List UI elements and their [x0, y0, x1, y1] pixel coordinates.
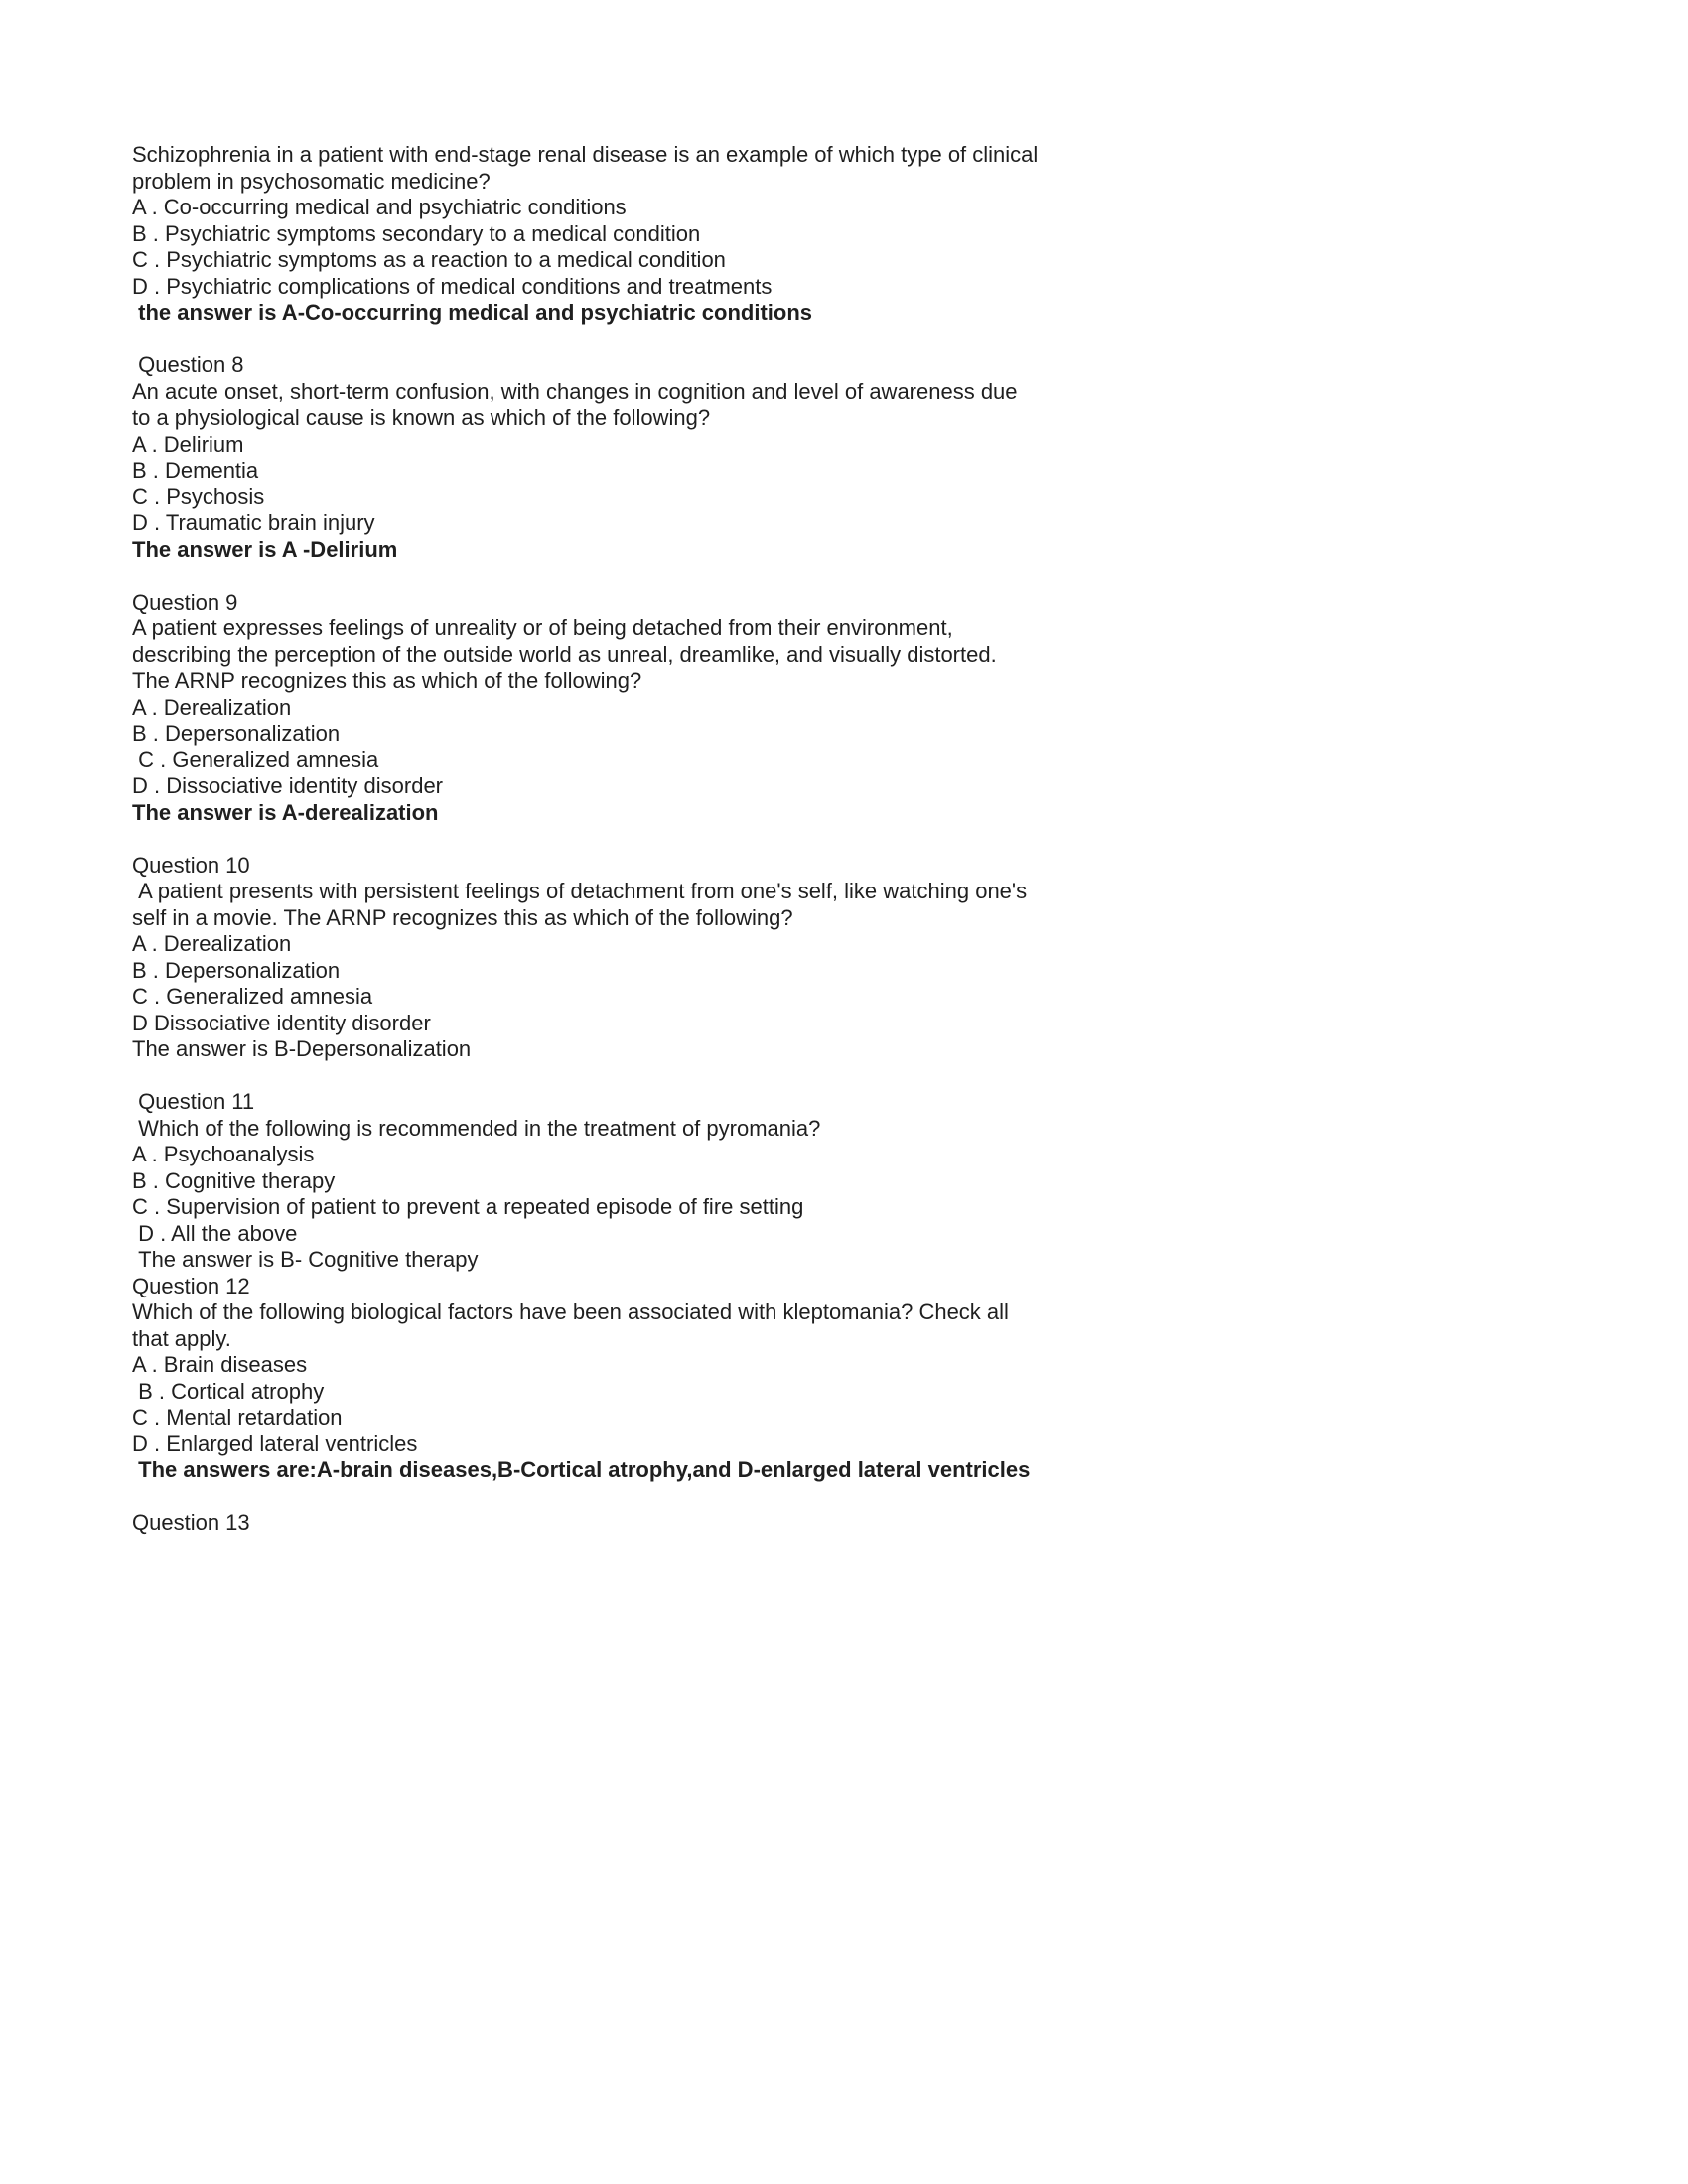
text-line: C . Supervision of patient to prevent a repeated episode of fire setting: [132, 1194, 804, 1219]
text-line: B . Cognitive therapy: [132, 1167, 336, 1193]
text-line: Question 10: [132, 852, 250, 878]
text-line: self in a movie. The ARNP recognizes this as which of the following?: [132, 904, 793, 930]
text-line: the answer is A-Co-occurring medical and psychiatric conditions: [132, 300, 813, 325]
text-line: A patient expresses feelings of unreality or of being detached from their environment,: [132, 615, 953, 640]
text-line: B . Dementia: [132, 458, 259, 482]
text-line: An acute onset, short-term confusion, with changes in cognition and level of awareness due: [132, 378, 1018, 404]
text-line: The answers are:A-brain diseases,B-Cortical atrophy,and D-enlarged lateral ventricles: [132, 1457, 1031, 1482]
text-line: D . All the above: [132, 1220, 298, 1246]
text-line: Which of the following is recommended in the treatment of pyromania?: [132, 1115, 821, 1141]
text-line: D . Psychiatric complications of medical conditions and treatments: [132, 273, 773, 299]
text-line: D . Traumatic brain injury: [132, 510, 375, 535]
text-line: A . Brain diseases: [132, 1352, 308, 1377]
text-line: Question 9: [132, 589, 238, 614]
text-line: A . Co-occurring medical and psychiatric conditions: [132, 195, 627, 219]
text-line: C . Generalized amnesia: [132, 747, 379, 772]
text-line: A . Psychoanalysis: [132, 1142, 315, 1166]
text-line: D Dissociative identity disorder: [132, 1010, 431, 1035]
document-content: [132, 142, 1244, 1537]
text-line: Schizophrenia in a patient with end-stage renal disease is an example of which type of clinical: [132, 142, 1039, 167]
text-line: Question 12: [132, 1273, 250, 1298]
text-line: C . Mental retardation: [132, 1405, 343, 1430]
text-line: [132, 327, 1244, 353]
text-line: [132, 563, 1244, 590]
text-line: that apply.: [132, 1325, 231, 1351]
text-line: Which of the following biological factors have been associated with kleptomania? Check all: [132, 1299, 1009, 1324]
text-line: A . Derealization: [132, 694, 292, 720]
text-line: B . Psychiatric symptoms secondary to a medical condition: [132, 220, 701, 246]
text-line: A . Delirium: [132, 431, 244, 457]
text-line: The answer is A-derealization: [132, 799, 439, 825]
text-line: D . Enlarged lateral ventricles: [132, 1431, 418, 1456]
text-line: A . Derealization: [132, 931, 292, 956]
text-line: The answer is B-Depersonalization: [132, 1036, 472, 1061]
text-line: Question 13: [132, 1510, 250, 1535]
text-line: The answer is A -Delirium: [132, 536, 398, 562]
text-line: B . Depersonalization: [132, 957, 341, 983]
text-line: The ARNP recognizes this as which of the following?: [132, 668, 642, 693]
text-line: Question 8: [132, 352, 244, 377]
text-line: problem in psychosomatic medicine?: [132, 168, 491, 194]
text-line: describing the perception of the outside world as unreal, dreamlike, and visually distorted.: [132, 641, 997, 667]
text-line: B . Cortical atrophy: [132, 1378, 325, 1404]
text-line: [132, 1484, 1244, 1511]
text-line: Question 11: [132, 1089, 255, 1114]
text-line: A patient presents with persistent feelings of detachment from one's self, like watching one's: [132, 879, 1028, 903]
text-line: C . Psychosis: [132, 483, 265, 509]
text-line: to a physiological cause is known as which of the following?: [132, 405, 711, 430]
text-line: C . Psychiatric symptoms as a reaction to a medical condition: [132, 247, 726, 272]
text-line: C . Generalized amnesia: [132, 984, 373, 1009]
text-line: D . Dissociative identity disorder: [132, 773, 444, 798]
text-line: [132, 1063, 1244, 1090]
text-line: The answer is B- Cognitive therapy: [132, 1247, 479, 1272]
text-line: [132, 826, 1244, 853]
text-line: B . Depersonalization: [132, 721, 341, 746]
